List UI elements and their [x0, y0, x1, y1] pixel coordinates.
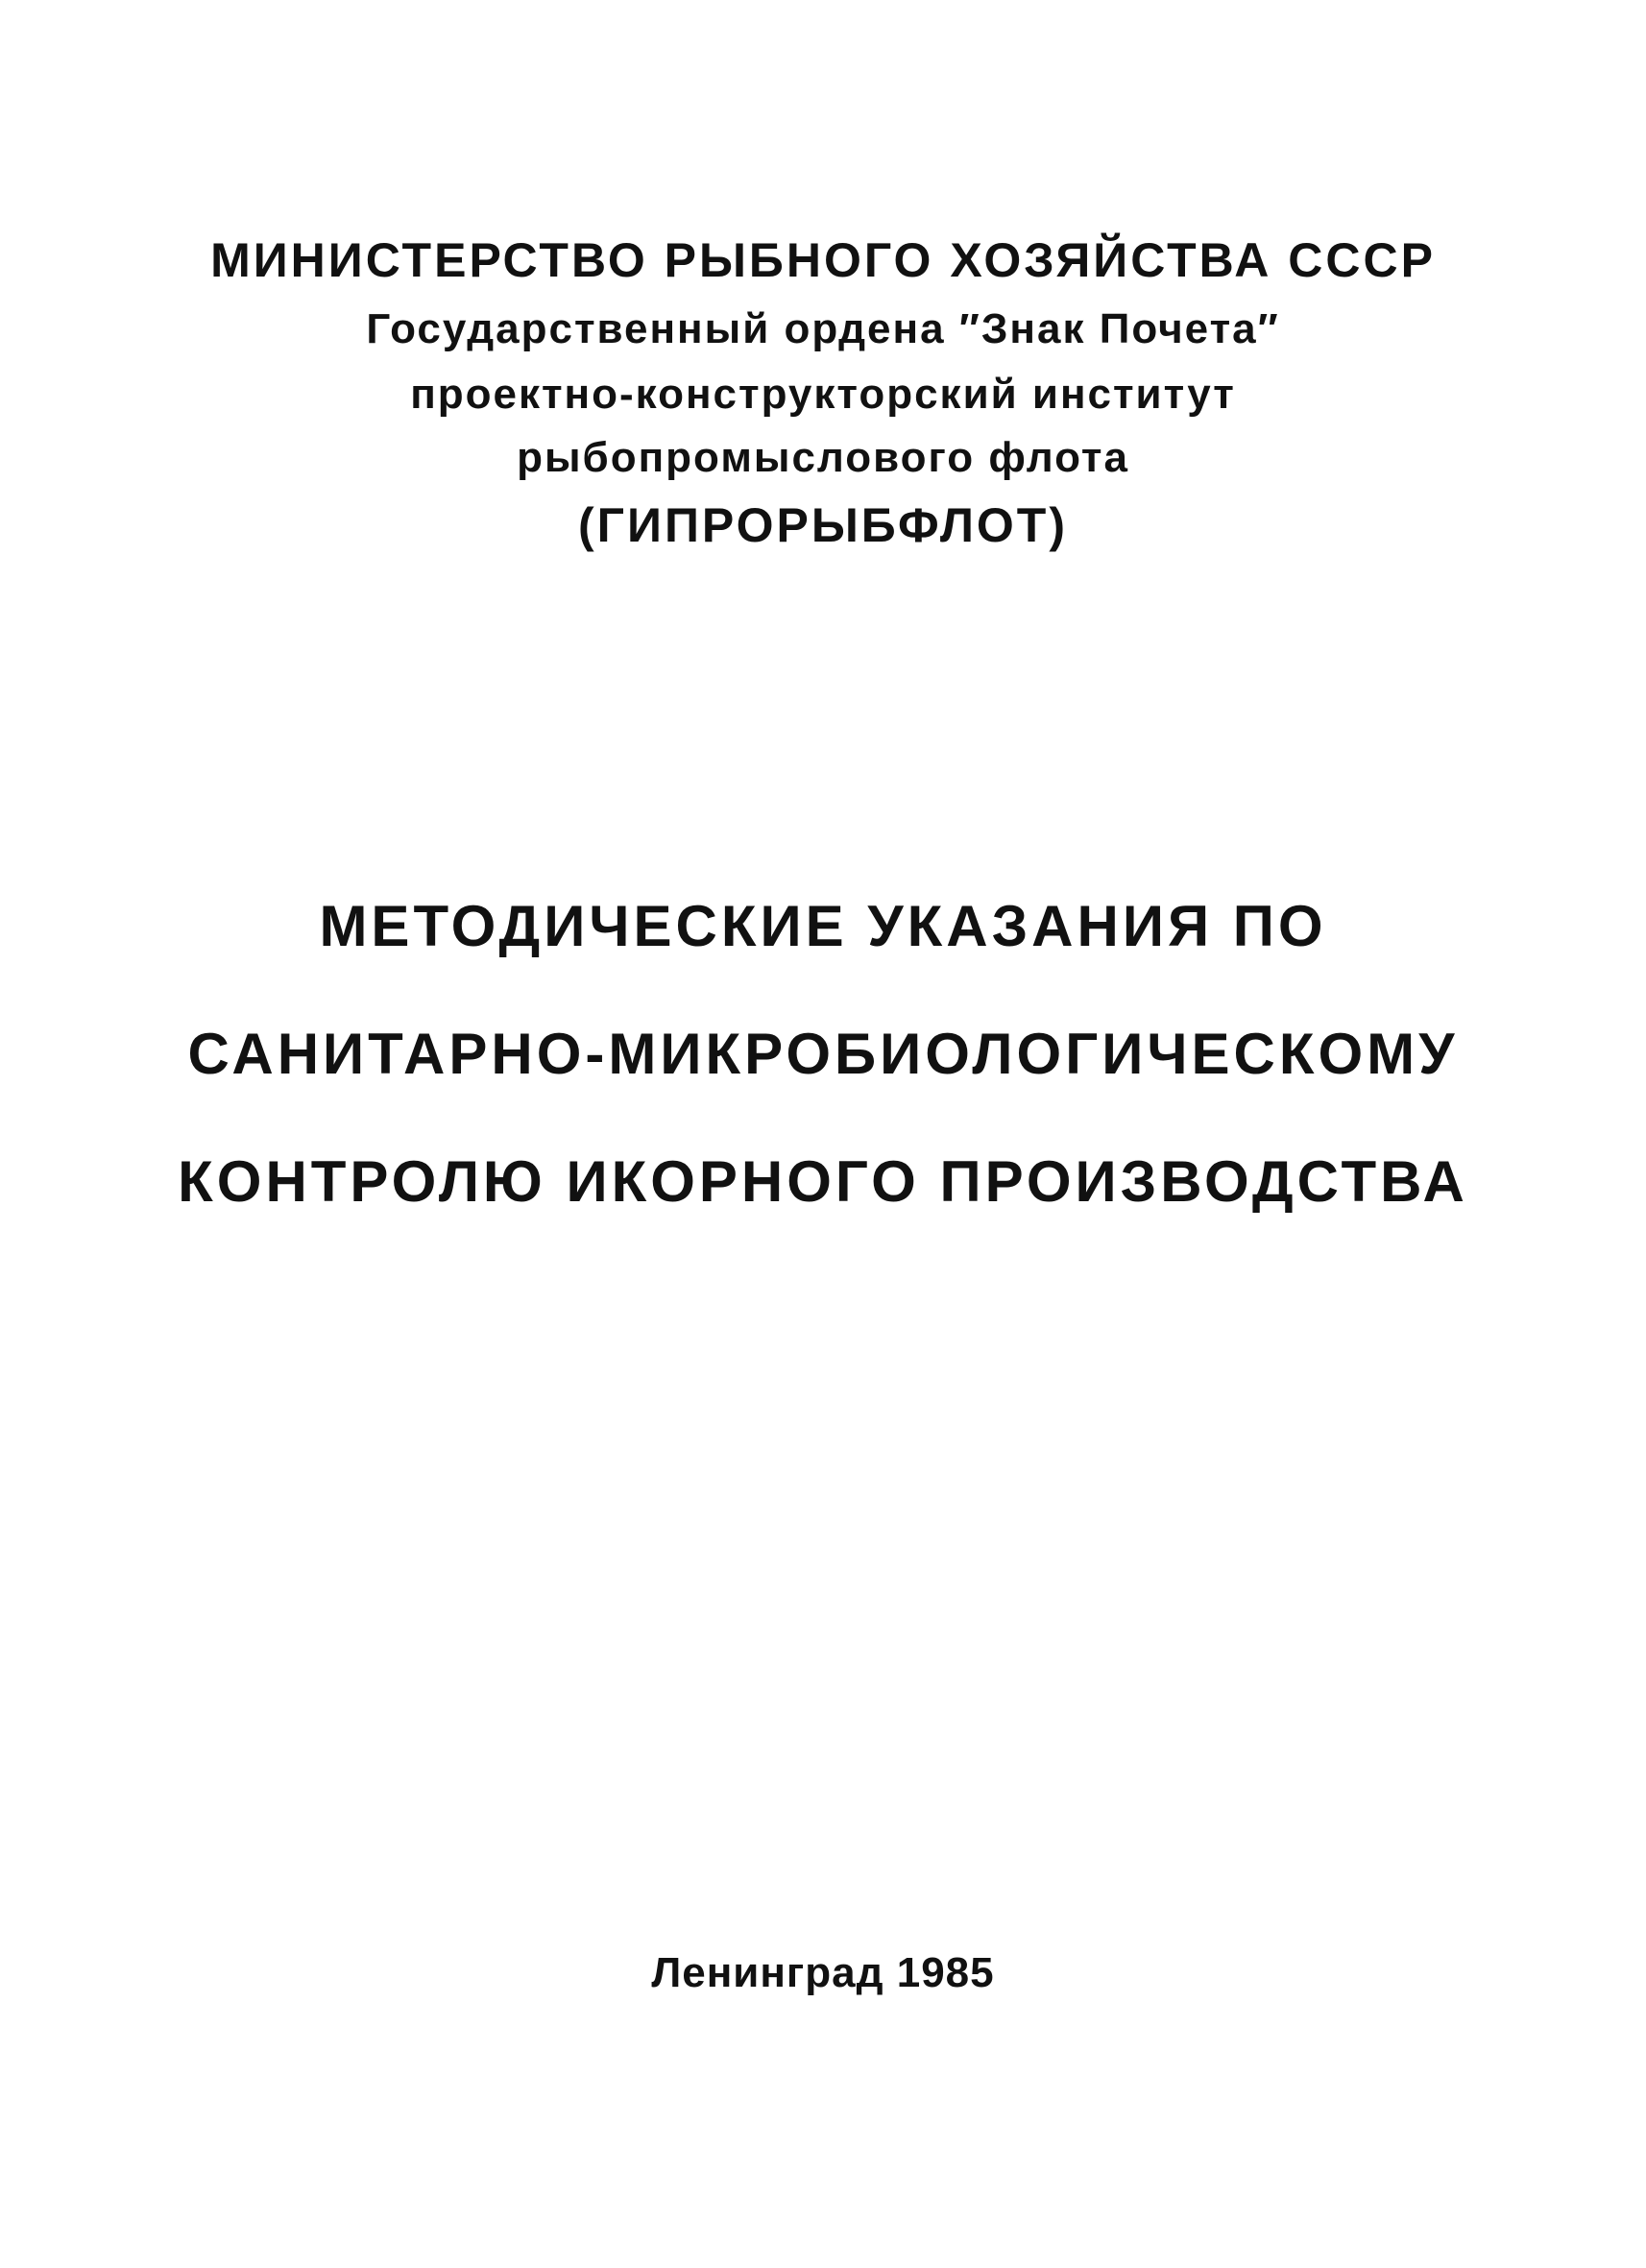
institute-fleet-line: рыбопромыслового флота [517, 434, 1129, 481]
document-title-line-3: КОНТРОЛЮ ИКОРНОГО ПРОИЗВОДСТВА [178, 1149, 1468, 1214]
institute-type-line: проектно-конструкторский институт [410, 371, 1236, 418]
ministry-name: МИНИСТЕРСТВО РЫБНОГО ХОЗЯЙСТВА СССР [210, 233, 1436, 287]
institute-name-line: Государственный ордена ″Знак Почета″ [366, 305, 1280, 352]
document-title-line-1: МЕТОДИЧЕСКИЕ УКАЗАНИЯ ПО [319, 894, 1327, 958]
document-title-line-2: САНИТАРНО-МИКРОБИОЛОГИЧЕСКОМУ [187, 1022, 1459, 1086]
publication-place-year: Ленинград 1985 [651, 1949, 995, 1996]
institute-abbreviation: (ГИПРОРЫБФЛОТ) [578, 498, 1068, 552]
